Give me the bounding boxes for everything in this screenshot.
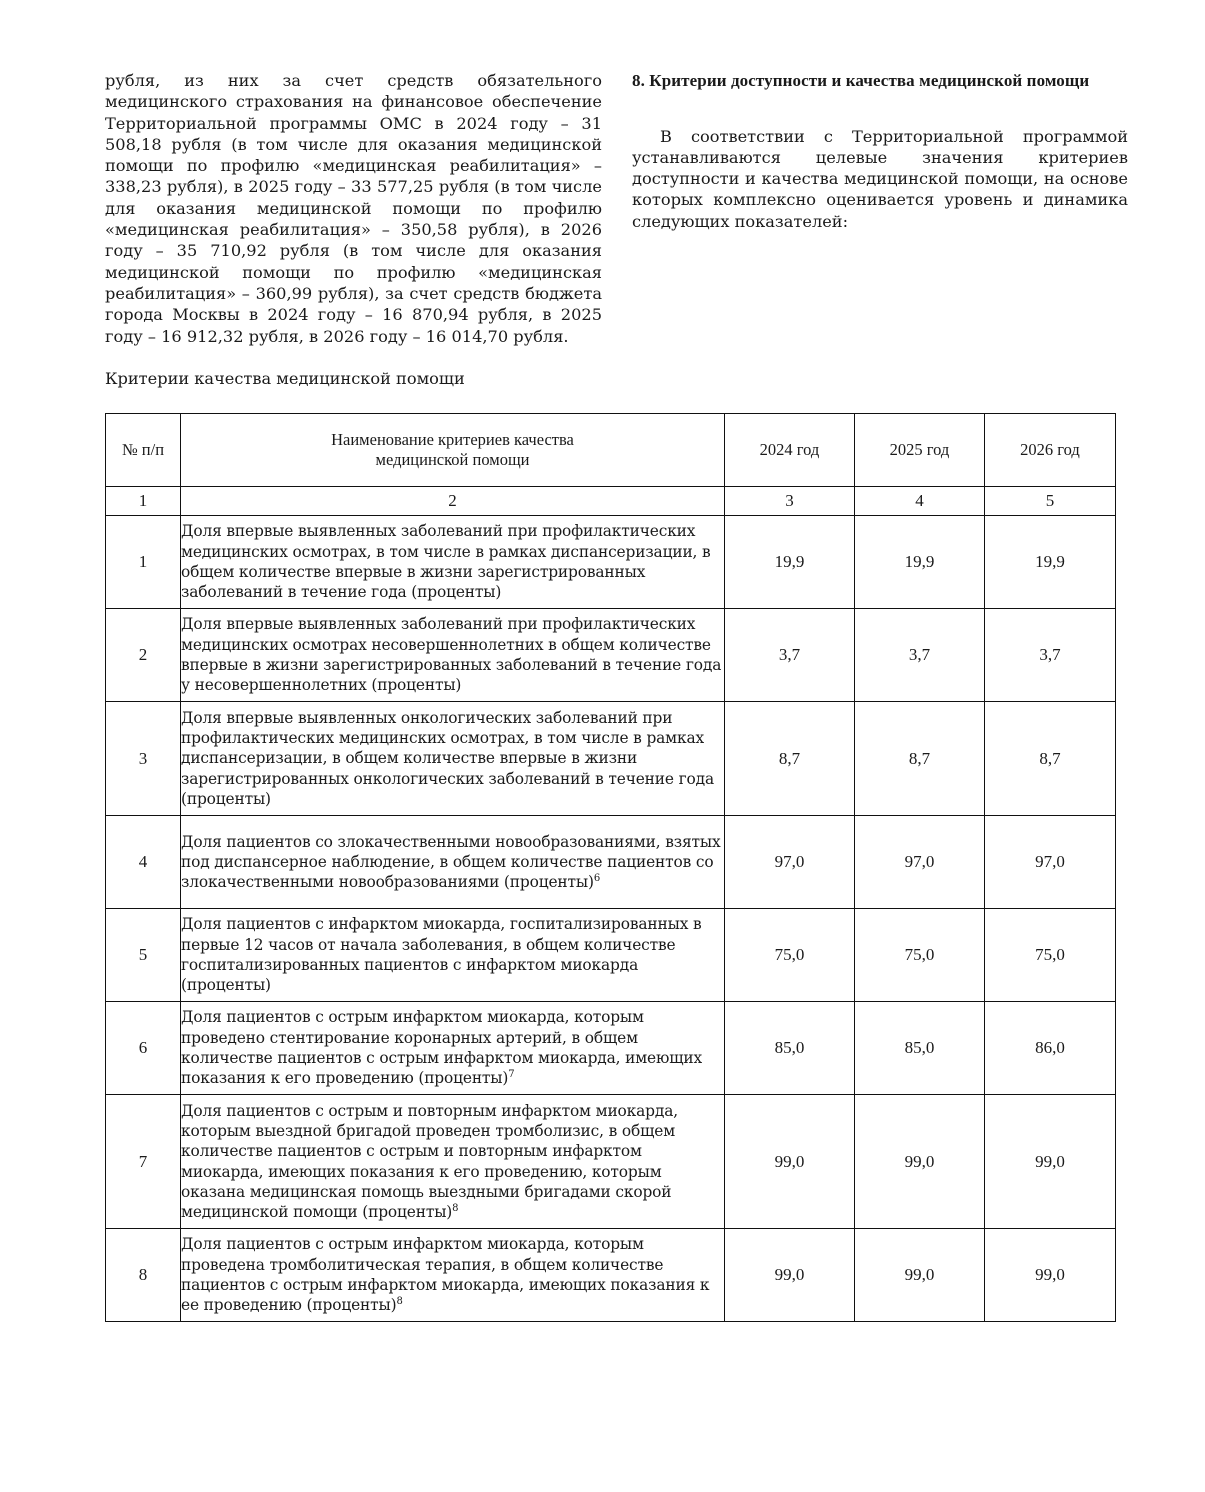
section-heading: 8. Критерии доступности и качества медицинской помощи (632, 71, 1090, 90)
row-number: 8 (106, 1229, 181, 1322)
value-2025: 3,7 (855, 609, 985, 702)
criterion-name (181, 1002, 725, 1095)
header-num: № п/п (106, 414, 181, 487)
table-row (106, 516, 1116, 609)
criterion-text: Доля пациентов с острым инфарктом миокарда, которым проведена тромболитическая терапия, в общем количестве пациентов с острым инфарктом миокарда, имеющих показания к ее проведению (проценты) (181, 1235, 710, 1315)
value-2024: 3,7 (725, 609, 855, 702)
header-2024: 2024 год (725, 414, 855, 487)
value-2025: 85,0 (855, 1002, 985, 1095)
criterion-text: Доля впервые выявленных заболеваний при профилактических медицинских осмотрах, в том числе в рамках диспансеризации, в общем количестве впервые в жизни зарегистрированных заболеваний в течение года (проценты) (181, 522, 711, 602)
row-number: 4 (106, 816, 181, 909)
criterion-text: Доля впервые выявленных онкологических заболеваний при профилактических медицинских осмотрах, в том числе в рамках диспансеризации, в общем количестве впервые в жизни зарегистрированных онкологических заболеваний в течение года (проценты) (181, 708, 714, 808)
criterion-name (181, 609, 725, 702)
criterion-name (181, 816, 725, 909)
footnote-marker: 7 (508, 1069, 515, 1081)
table-row (106, 1229, 1116, 1322)
header-2025: 2025 год (855, 414, 985, 487)
criterion-name (181, 516, 725, 609)
funding-paragraph: рубля, из них за счет средств обязательного медицинского страхования на финансовое обеспечение Территориальной программы ОМС в 2024 году – 31 508,18 рубля (в том числе для оказания медицинской помощи по профилю «медицинская реабилитация» – 338,23 рубля), в 2025 году – 33 577,25 рубля (в том числе для оказания медицинской помощи по профилю «медицинская реабилитация» – 350,58 рубля), в 2026 году – 35 710,92 рубля (в том числе для оказания медицинской помощи по профилю «медицинская реабилитация» – 360,99 рубля), за счет средств бюджета города Москвы в 2024 году – 16 870,94 рубля, в 2025 году – 16 912,32 рубля, в 2026 году – 16 014,70 рубля. (105, 71, 602, 346)
column-number: 3 (725, 487, 855, 516)
criterion-text: Доля пациентов с инфарктом миокарда, госпитализированных в первые 12 часов от начала заболевания, в общем количестве госпитализированных пациентов с инфарктом миокарда (проценты) (181, 915, 702, 995)
value-2025: 97,0 (855, 816, 985, 909)
value-2026: 3,7 (985, 609, 1116, 702)
table-row (106, 1002, 1116, 1095)
section-intro-paragraph: В соответствии с Территориальной программой устанавливаются целевые значения критериев доступности и качества медицинской помощи, на основе которых комплексно оценивается уровень и динамика следующих показателей: (632, 126, 1128, 231)
value-2026: 19,9 (985, 516, 1116, 609)
column-number: 5 (985, 487, 1116, 516)
footnote-marker: 6 (593, 873, 601, 885)
criterion-text: Доля пациентов с острым и повторным инфарктом миокарда, которым выездной бригадой проведен тромболизис, в общем количестве пациентов с острым и повторным инфарктом миокарда, имеющих показания к его проведению, которым оказана медицинская помощь выездными бригадами скорой медицинской помощи (проценты) (181, 1101, 678, 1222)
value-2024: 99,0 (725, 1095, 855, 1229)
value-2026: 8,7 (985, 702, 1116, 816)
table-row (106, 1095, 1116, 1229)
column-number: 4 (855, 487, 985, 516)
table-row (106, 816, 1116, 909)
table-header-row (106, 414, 1116, 487)
value-2026: 99,0 (985, 1229, 1116, 1322)
value-2024: 75,0 (725, 909, 855, 1002)
criterion-name (181, 909, 725, 1002)
criterion-name (181, 1229, 725, 1322)
row-number: 3 (106, 702, 181, 816)
table-caption: Критерии качества медицинской помощи (105, 369, 465, 388)
header-2026: 2026 год (985, 414, 1116, 487)
value-2026: 97,0 (985, 816, 1116, 909)
header-name-line2: медицинской помощи (375, 450, 530, 469)
value-2024: 85,0 (725, 1002, 855, 1095)
table-row (106, 909, 1116, 1002)
value-2025: 75,0 (855, 909, 985, 1002)
table-row (106, 609, 1116, 702)
table-row (106, 702, 1116, 816)
column-number-row (106, 487, 1116, 516)
row-number: 2 (106, 609, 181, 702)
value-2024: 8,7 (725, 702, 855, 816)
value-2025: 99,0 (855, 1229, 985, 1322)
row-number: 5 (106, 909, 181, 1002)
row-number: 6 (106, 1002, 181, 1095)
quality-criteria-table (105, 413, 1116, 1322)
value-2025: 19,9 (855, 516, 985, 609)
header-name-line1: Наименование критериев качества (331, 430, 574, 449)
value-2026: 99,0 (985, 1095, 1116, 1229)
left-column (105, 70, 602, 347)
value-2026: 75,0 (985, 909, 1116, 1002)
value-2025: 8,7 (855, 702, 985, 816)
column-number: 2 (181, 487, 725, 516)
value-2024: 99,0 (725, 1229, 855, 1322)
row-number: 1 (106, 516, 181, 609)
criterion-name (181, 1095, 725, 1229)
value-2024: 19,9 (725, 516, 855, 609)
criterion-text: Доля пациентов с острым инфарктом миокарда, которым проведено стентирование коронарных артерий, в общем количестве пациентов с острым инфарктом миокарда, имеющих показания к его проведению (проценты) (181, 1008, 703, 1088)
header-name (181, 414, 725, 487)
criterion-name (181, 702, 725, 816)
criterion-text: Доля впервые выявленных заболеваний при профилактических медицинских осмотрах несовершеннолетних в общем количестве впервые в жизни зарегистрированных заболеваний в течение года у несовершеннолетних (проценты) (181, 615, 722, 695)
value-2025: 99,0 (855, 1095, 985, 1229)
footnote-marker: 8 (452, 1203, 459, 1215)
row-number: 7 (106, 1095, 181, 1229)
value-2026: 86,0 (985, 1002, 1116, 1095)
criterion-text: Доля пациентов со злокачественными новообразованиями, взятых под диспансерное наблюдение, в общем количестве пациентов со злокачественными новообразованиями (проценты) (181, 832, 721, 892)
column-number: 1 (106, 487, 181, 516)
value-2024: 97,0 (725, 816, 855, 909)
footnote-marker: 8 (396, 1296, 403, 1308)
right-column (632, 70, 1128, 232)
